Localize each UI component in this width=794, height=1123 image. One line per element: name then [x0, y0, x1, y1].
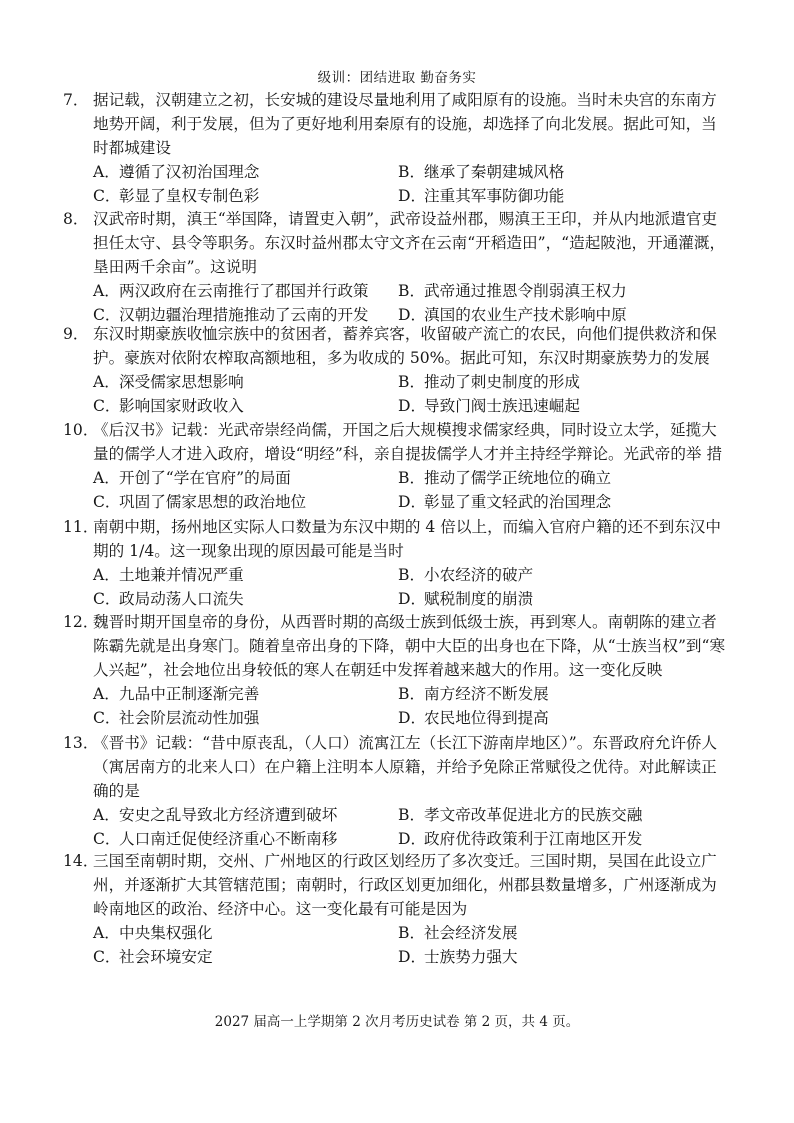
question-stem: [63, 418, 728, 466]
option-c: C．社会环境安定: [93, 948, 213, 966]
option-d: D．农民地位得到提高: [398, 709, 549, 727]
question-number: 10．: [63, 421, 99, 439]
option-row: [63, 803, 728, 827]
question-text: 据记载，汉朝建立之初，长安城的建设尽量地利用了咸阳原有的设施。当时未央宫的东南方地势开阔，利于发展，但为了更好地利用秦原有的设施，却选择了向北发展。据此可知，当时都城建设: [93, 91, 717, 157]
option-b: B．小农经济的破产: [398, 566, 534, 584]
question-9: [63, 322, 728, 418]
question-stem: [63, 207, 728, 279]
option-a: A．中央集权强化: [93, 924, 213, 942]
option-d: D．赋税制度的崩溃: [398, 590, 534, 608]
option-d: D．注重其军事防御功能: [398, 187, 565, 205]
page-footer: 2027 届高一上学期第 2 次月考历史试卷 第 2 页，共 4 页。: [214, 1014, 580, 1030]
option-a: A．安史之乱导致北方经济遭到破坏: [93, 806, 338, 824]
question-10: [63, 418, 728, 514]
option-row: [63, 394, 728, 418]
option-d: D．滇国的农业生产技术影响中原: [398, 306, 627, 324]
question-number: 11．: [63, 518, 99, 536]
option-c: C．巩固了儒家思想的政治地位: [93, 493, 307, 511]
option-b: B．继承了秦朝建城风格: [398, 163, 565, 181]
option-a: A．九品中正制逐渐完善: [93, 685, 260, 703]
option-row: [63, 466, 728, 490]
option-d: D．士族势力强大: [398, 948, 518, 966]
option-row: [63, 945, 728, 969]
option-a: A．开创了“学在官府”的局面: [93, 469, 291, 487]
option-a: A．遵循了汉初治国理念: [93, 163, 260, 181]
question-text: 东汉时期豪族收恤宗族中的贫困者，蓄养宾客，收留破产流亡的农民，向他们提供救济和保护。豪族对依附农榨取高额地租，多为收成的 50%。据此可知，东汉时期豪族势力的发展: [93, 325, 717, 367]
question-text: 汉武帝时期，滇王“举国降，请置吏入朝”，武帝设益州郡，赐滇王王印，并从内地派遣官吏担任太守、县令等职务。东汉时益州郡太守文齐在云南“开稻造田”，“造起陂池，开通灌溉，垦田两千余亩”。这说明: [93, 210, 726, 276]
option-b: B．武帝通过推恩令削弱滇王权力: [398, 282, 627, 300]
option-row: [63, 563, 728, 587]
question-stem: [63, 88, 728, 160]
option-b: B．孝文帝改革促进北方的民族交融: [398, 806, 643, 824]
option-row: [63, 370, 728, 394]
option-row: [63, 827, 728, 851]
option-a: A．两汉政府在云南推行了郡国并行政策: [93, 282, 369, 300]
question-number: 8．: [63, 210, 89, 228]
option-row: [63, 587, 728, 611]
option-b: B．社会经济发展: [398, 924, 518, 942]
option-row: [63, 279, 728, 303]
option-b: B．推动了刺史制度的形成: [398, 373, 580, 391]
option-row: [63, 184, 728, 208]
question-stem: [63, 849, 728, 921]
question-stem: [63, 322, 728, 370]
question-number: 7．: [63, 91, 89, 109]
question-text: 三国至南朝时期，交州、广州地区的行政区划经历了多次变迁。三国时期，吴国在此设立广州，并逐渐扩大其管辖范围；南朝时，行政区划更加细化，州郡县数量增多，广州逐渐成为岭南地区的政治、经济中心。这一变化最有可能是因为: [93, 852, 717, 918]
option-row: [63, 682, 728, 706]
question-12: [63, 610, 728, 730]
question-11: [63, 515, 728, 611]
option-c: C．彰显了皇权专制色彩: [93, 187, 260, 205]
page-header: 级训：团结进取 勤奋务实: [317, 70, 477, 86]
option-b: B．南方经济不断发展: [398, 685, 549, 703]
question-text: 魏晋时期开国皇帝的身份，从西晋时期的高级士族到低级士族，再到寒人。南朝陈的建立者陈霸先就是出身寒门。随着皇帝出身的下降，朝中大臣的出身也在下降，从“士族当权”到“寒人兴起”，社会地位出身较低的寒人在朝廷中发挥着越来越大的作用。这一变化反映: [93, 613, 726, 679]
option-d: D．政府优待政策利于江南地区开发: [398, 830, 643, 848]
option-row: [63, 490, 728, 514]
option-c: C．政局动荡人口流失: [93, 590, 244, 608]
question-13: [63, 731, 728, 851]
question-number: 12．: [63, 613, 99, 631]
option-a: A．土地兼并情况严重: [93, 566, 244, 584]
question-number: 14．: [63, 852, 99, 870]
option-c: C．人口南迁促使经济重心不断南移: [93, 830, 338, 848]
option-c: C．社会阶层流动性加强: [93, 709, 260, 727]
question-text: 南朝中期，扬州地区实际人口数量为东汉中期的 4 倍以上，而编入官府户籍的还不到东汉中期的 1/4。这一现象出现的原因最可能是当时: [93, 518, 721, 560]
question-stem: [63, 515, 728, 563]
option-b: B．推动了儒学正统地位的确立: [398, 469, 612, 487]
option-c: C．汉朝边疆治理措施推动了云南的开发: [93, 306, 369, 324]
option-row: [63, 706, 728, 730]
option-row: [63, 160, 728, 184]
option-a: A．深受儒家思想影响: [93, 373, 244, 391]
question-text: 《晋书》记载：“昔中原丧乱，（人口）流寓江左（长江下游南岸地区）”。东晋政府允许侨人（寓居南方的北来人口）在户籍上注明本人原籍，并给予免除正常赋役之优待。对此解读正 确的是: [93, 734, 718, 800]
question-stem: [63, 731, 728, 803]
question-text: 《后汉书》记载：光武帝崇经尚儒，开国之后大规模搜求儒家经典，同时设立太学，延揽大量的儒学人才进入政府，增设“明经”科，亲自提拔儒学人才并主持经学辩论。光武帝的举 措: [93, 421, 723, 463]
question-8: [63, 207, 728, 327]
question-number: 13．: [63, 734, 99, 752]
question-number: 9．: [63, 325, 89, 343]
option-d: D．彰显了重文轻武的治国理念: [398, 493, 612, 511]
question-7: [63, 88, 728, 208]
option-row: [63, 921, 728, 945]
option-c: C．影响国家财政收入: [93, 397, 244, 415]
question-14: [63, 849, 728, 969]
option-d: D．导致门阀士族迅速崛起: [398, 397, 580, 415]
question-stem: [63, 610, 728, 682]
